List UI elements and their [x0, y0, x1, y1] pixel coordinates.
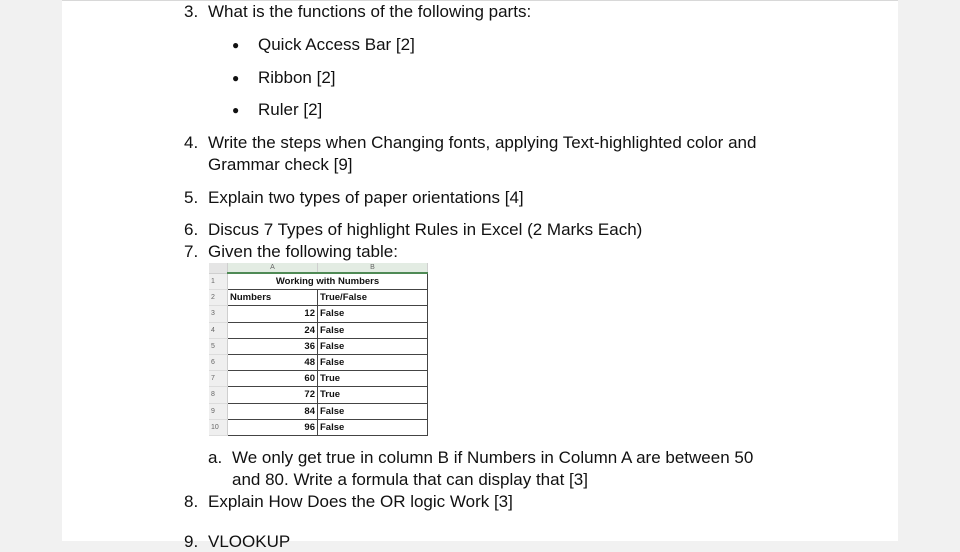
question-text-continued: Grammar check [9] [208, 155, 353, 174]
row-number: 9 [209, 403, 228, 419]
row-number: 5 [209, 338, 228, 354]
row-number: 10 [209, 419, 228, 435]
header-cell-true-false: True/False [318, 290, 428, 306]
row-number: 8 [209, 387, 228, 403]
question-text: Discus 7 Types of highlight Rules in Excel (2 Marks Each) [208, 220, 643, 239]
list-item: Ribbon [2] [258, 68, 336, 87]
row-number: 1 [209, 273, 228, 290]
row-number: 4 [209, 322, 228, 338]
number-cell: 96 [228, 419, 318, 435]
header-cell-numbers: Numbers [228, 290, 318, 306]
spreadsheet-table-image [209, 263, 427, 445]
boolean-cell: False [318, 419, 428, 435]
question-number: 7. [184, 242, 199, 261]
number-cell: 12 [228, 306, 318, 322]
boolean-cell: False [318, 338, 428, 354]
bullet-icon: ● [232, 103, 240, 117]
column-header-a: A [228, 263, 318, 273]
number-cell: 60 [228, 371, 318, 387]
row-number: 3 [209, 306, 228, 322]
subquestion-text-continued: and 80. Write a formula that can display that [3] [232, 470, 588, 489]
boolean-cell: False [318, 403, 428, 419]
boolean-cell: True [318, 387, 428, 403]
question-text: Write the steps when Changing fonts, applying Text-highlighted color and [208, 133, 757, 152]
question-number: 9. [184, 532, 199, 551]
question-text-cut-off: VLOOKUP [208, 532, 291, 551]
question-number: 6. [184, 220, 199, 239]
row-number: 6 [209, 354, 228, 370]
number-cell: 48 [228, 354, 318, 370]
number-cell: 24 [228, 322, 318, 338]
boolean-cell: False [318, 322, 428, 338]
column-header-b: B [318, 263, 428, 273]
question-number: 3. [184, 2, 199, 21]
subquestion-letter: a. [208, 448, 223, 467]
number-cell: 72 [228, 387, 318, 403]
row-number: 7 [209, 371, 228, 387]
number-cell: 36 [228, 338, 318, 354]
number-cell: 84 [228, 403, 318, 419]
boolean-cell: False [318, 354, 428, 370]
list-item: Quick Access Bar [2] [258, 35, 415, 54]
question-text: Explain two types of paper orientations [4] [208, 188, 524, 207]
sheet-corner [209, 263, 228, 273]
question-text: Explain How Does the OR logic Work [3] [208, 492, 513, 511]
boolean-cell: False [318, 306, 428, 322]
subquestion-text: We only get true in column B if Numbers in Column A are between 50 [232, 448, 754, 467]
bullet-icon: ● [232, 71, 240, 85]
document-page [62, 0, 898, 551]
question-number: 8. [184, 492, 199, 511]
row-number: 2 [209, 290, 228, 306]
question-text: What is the functions of the following parts: [208, 2, 532, 21]
bullet-icon: ● [232, 38, 240, 52]
question-number: 4. [184, 133, 199, 152]
question-number: 5. [184, 188, 199, 207]
boolean-cell: True [318, 371, 428, 387]
list-item: Ruler [2] [258, 100, 323, 119]
question-text: Given the following table: [208, 242, 398, 261]
table-title-cell: Working with Numbers [228, 273, 428, 290]
